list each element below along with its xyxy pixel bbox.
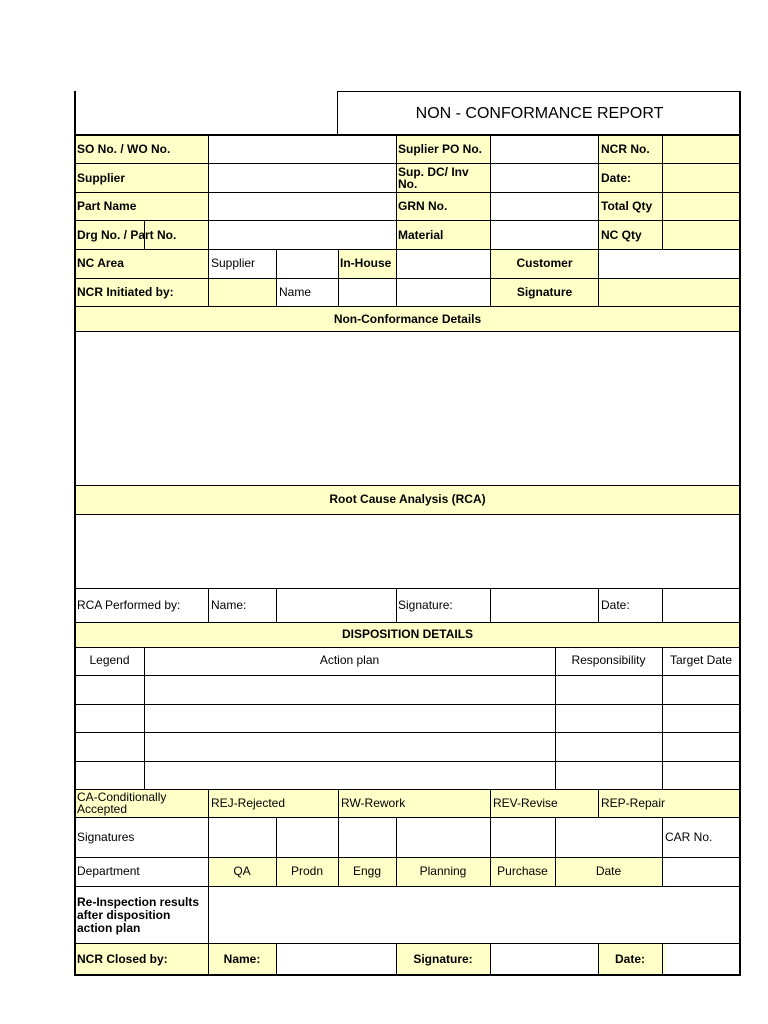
supplier-po-field[interactable] [491,136,598,163]
department-planning: Planning [419,864,467,878]
signatures-label: Signatures [77,830,135,844]
rca-signature-field[interactable] [491,589,598,622]
total-qty-label: Total Qty [601,199,653,213]
legend-rw: RW-Rework [341,796,406,810]
initiated-signature-label: Signature [516,285,573,299]
rca-name-label: Name: [211,598,247,612]
signature-date-field[interactable] [556,818,662,857]
sup-dc-inv-label-1: Sup. DC/ Inv [398,165,469,179]
material-label: Material [398,228,444,242]
nc-qty-label: NC Qty [601,228,642,242]
date-field[interactable] [663,164,739,192]
nc-details-header: Non-Conformance Details [333,312,482,326]
legend-ca-line2: Accepted [77,802,128,816]
nc-details-field[interactable] [76,332,739,485]
department-date: Date [595,864,622,878]
table-row[interactable] [76,676,739,704]
material-field[interactable] [491,221,598,249]
sup-dc-inv-label-2: No. [398,177,418,191]
total-qty-field[interactable] [663,193,739,220]
sup-dc-inv-field[interactable] [491,164,598,192]
legend-ca-line1: CA-Conditionally [77,790,167,804]
reinspection-field[interactable] [209,887,739,943]
drg-part-field[interactable] [209,221,396,249]
signature-purchase-field[interactable] [491,818,555,857]
initiated-name-value[interactable] [338,278,490,306]
col-target-date: Target Date [669,653,733,667]
nc-qty-field[interactable] [663,221,739,249]
nc-area-supplier-option: Supplier [211,256,256,270]
nc-area-inhouse-option: In-House [340,256,392,270]
so-wo-field[interactable] [209,136,396,163]
ncr-no-field[interactable] [663,136,739,163]
department-engg: Engg [352,864,382,878]
ncr-no-label: NCR No. [601,142,650,156]
table-row[interactable] [76,733,739,761]
department-purchase: Purchase [497,864,548,878]
grn-no-field[interactable] [491,193,598,220]
nc-area-customer-value[interactable] [598,249,740,278]
legend-rep: REP-Repair [601,796,666,810]
table-row[interactable] [76,762,739,789]
col-legend: Legend [89,653,130,667]
reinspection-line2: after disposition [77,908,171,922]
rca-header: Root Cause Analysis (RCA) [329,492,486,506]
rca-signature-label: Signature: [398,598,453,612]
reinspection-line1: Re-Inspection results [77,895,200,909]
col-action-plan: Action plan [319,653,380,667]
closed-date-label: Date: [614,952,645,966]
signature-planning-field[interactable] [397,818,490,857]
reinspection-line3: action plan [77,921,141,935]
legend-rej: REJ-Rejected [211,796,286,810]
initiated-signature-field[interactable] [599,279,739,306]
closed-name-value[interactable] [276,943,396,974]
signature-prodn-field[interactable] [277,818,338,857]
table-row[interactable] [76,705,739,732]
part-name-field[interactable] [209,193,396,220]
supplier-label: Supplier [77,171,126,185]
closed-label: NCR Closed by: [77,952,168,966]
col-responsibility: Responsibility [571,653,646,667]
signature-engg-field[interactable] [339,818,396,857]
closed-signature-value[interactable] [490,943,598,974]
initiated-name-label: Name [279,285,312,299]
department-qa: QA [233,864,251,878]
closed-date-field[interactable] [663,944,739,974]
part-name-label: Part Name [77,199,137,213]
department-label: Department [77,864,140,878]
car-no-label: CAR No. [665,830,713,844]
rca-date-field[interactable] [663,589,739,622]
rca-field[interactable] [76,515,739,588]
nc-area-customer-option: Customer [516,256,573,270]
nc-area-inhouse-value[interactable] [396,249,490,278]
car-no-field[interactable] [663,858,739,886]
closed-name-label: Name: [223,952,261,966]
nc-area-label: NC Area [77,256,124,270]
page-title: NON - CONFORMANCE REPORT [415,105,664,122]
rca-performed-label: RCA Performed by: [77,598,181,612]
legend-rev: REV-Revise [493,796,558,810]
drg-part-label: Drg No. / Part No. [77,228,177,242]
closed-signature-label: Signature: [413,952,473,966]
so-wo-label: SO No. / WO No. [77,142,171,156]
department-prodn: Prodn [290,864,324,878]
rca-date-label: Date: [601,598,630,612]
nc-area-supplier-value[interactable] [276,249,338,278]
supplier-po-label: Suplier PO No. [398,142,483,156]
grn-no-label: GRN No. [398,199,448,213]
rca-name-field[interactable] [277,589,396,622]
date-label: Date: [601,171,632,185]
initiated-label: NCR Initiated by: [77,285,174,299]
disposition-header: DISPOSITION DETAILS [341,627,474,641]
supplier-field[interactable] [209,164,396,192]
signature-qa-field[interactable] [209,818,276,857]
